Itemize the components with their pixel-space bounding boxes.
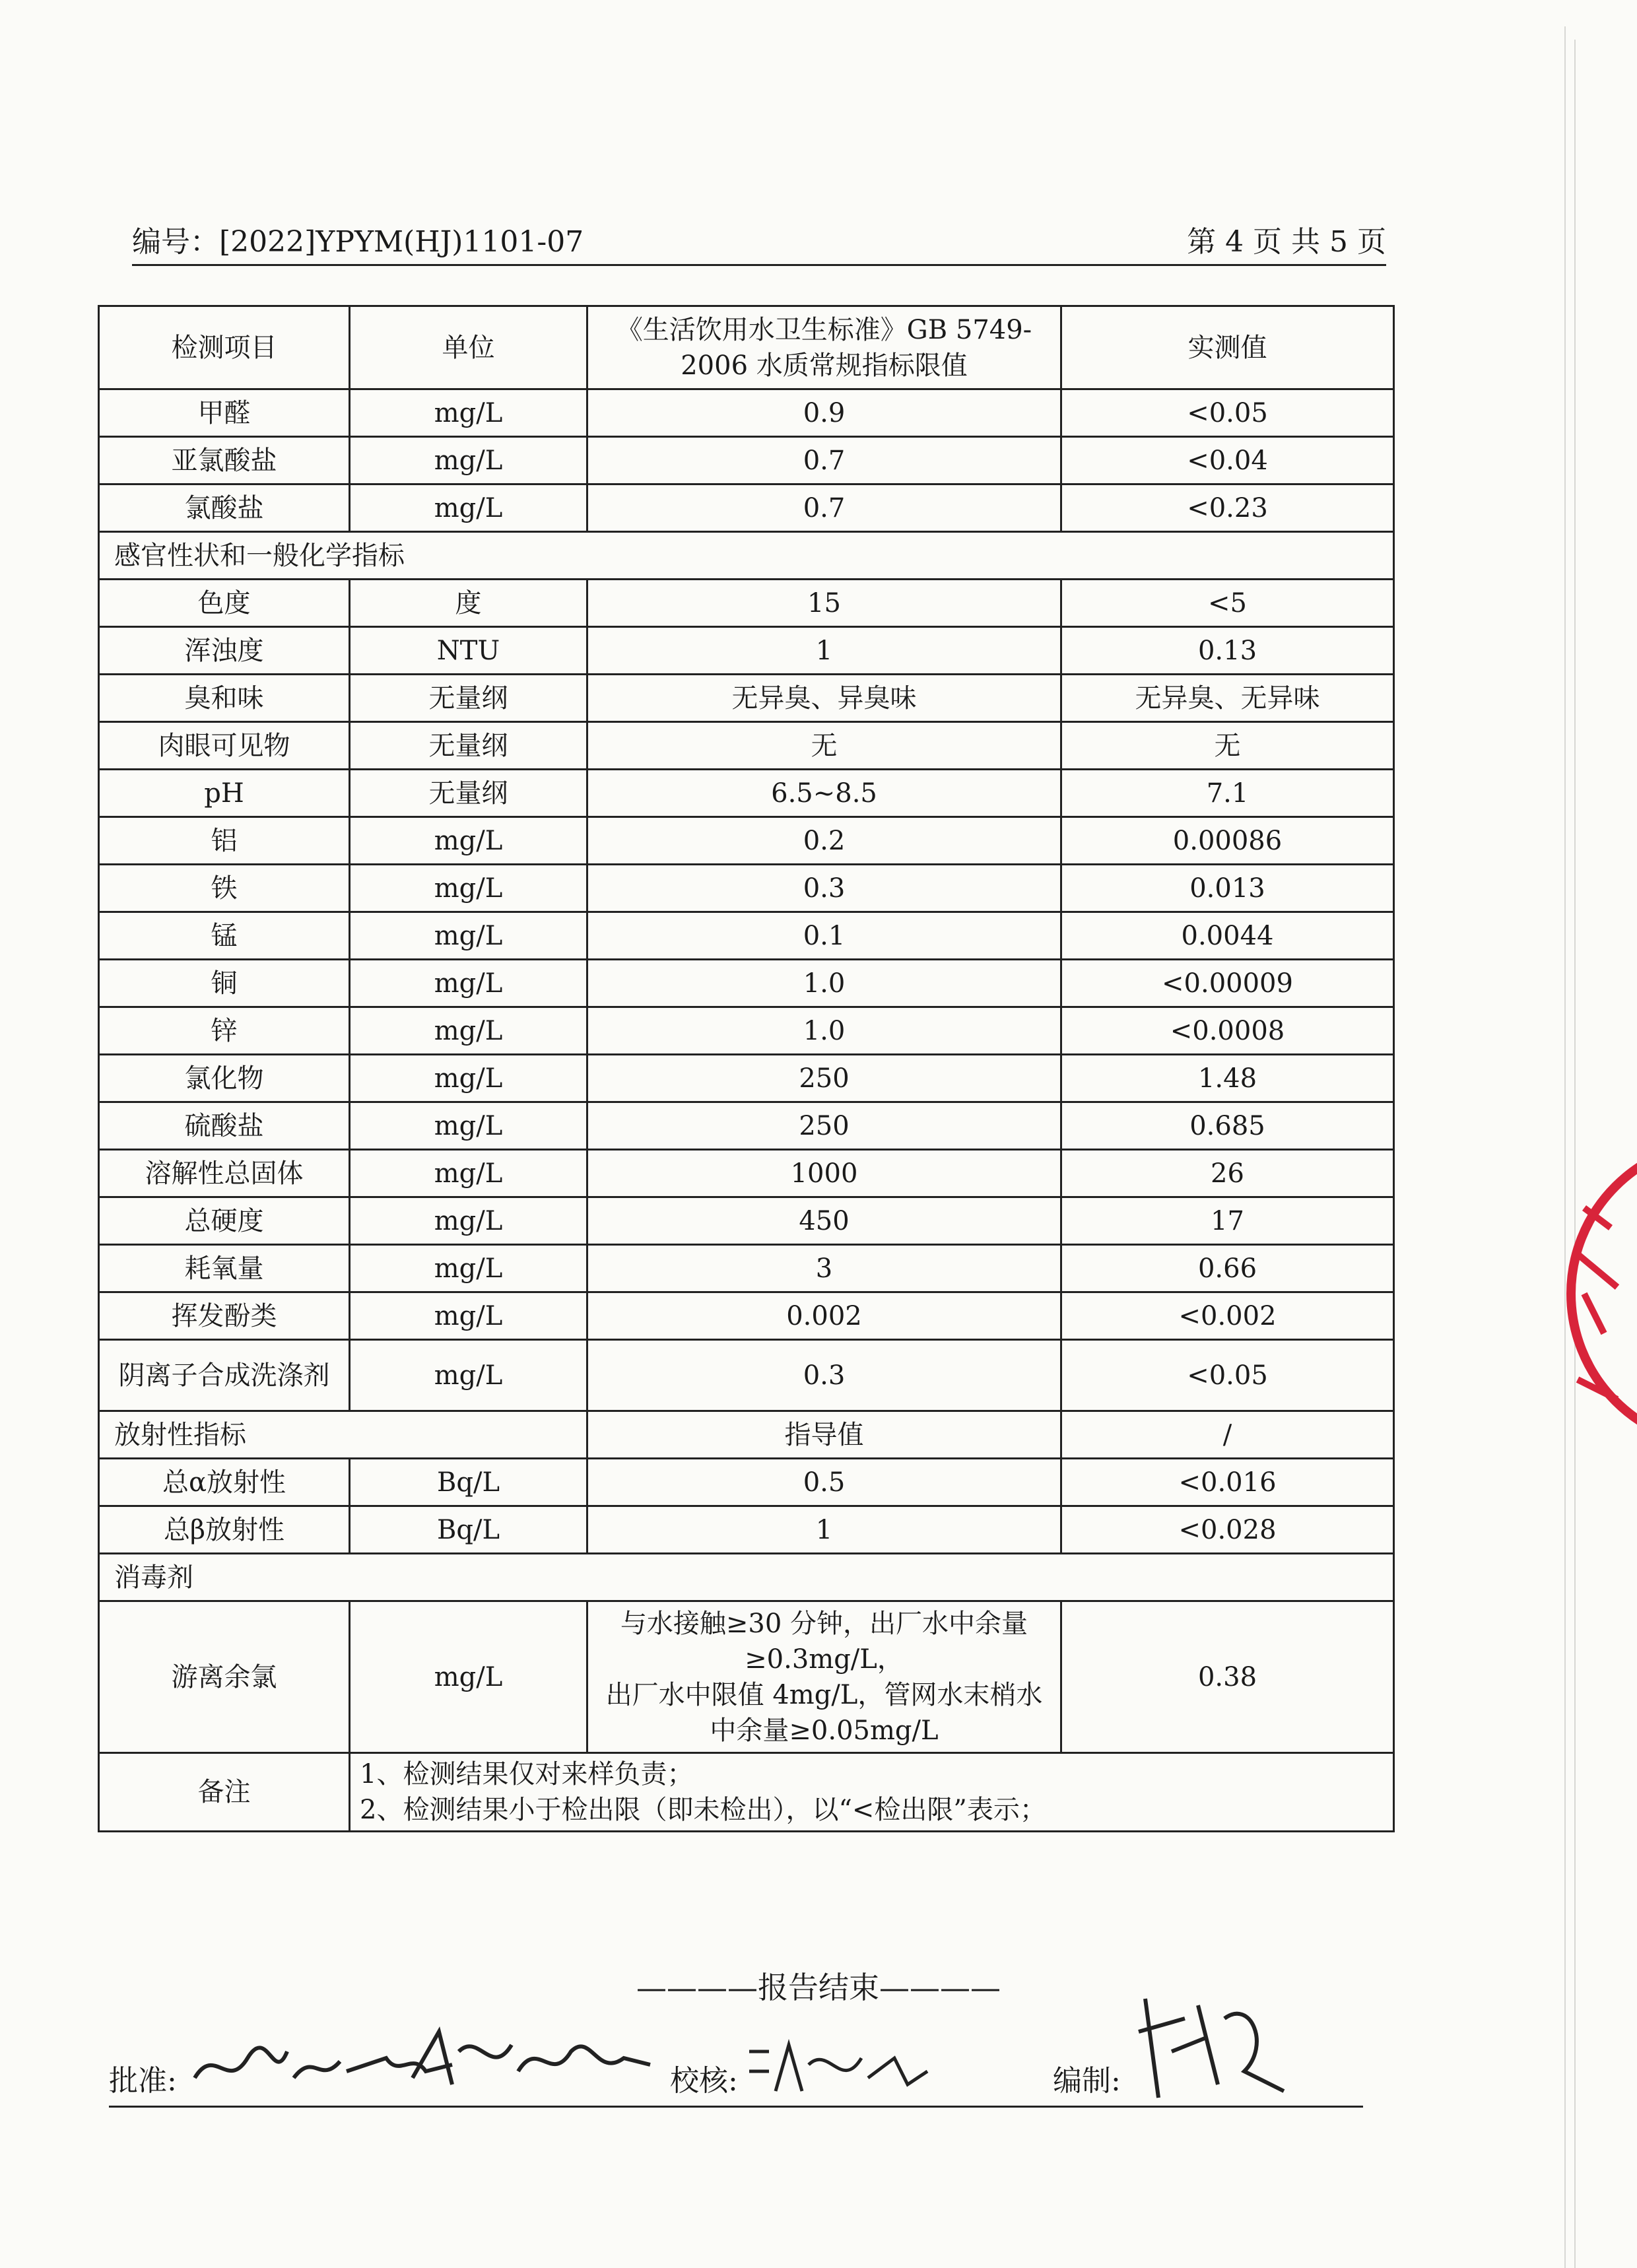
unit-cell: mg/L bbox=[350, 1197, 587, 1245]
table-row bbox=[99, 912, 1394, 960]
item-cell: 挥发酚类 bbox=[99, 1292, 350, 1340]
measured-cell: 26 bbox=[1061, 1150, 1394, 1197]
table-row bbox=[99, 1506, 1394, 1554]
table-row bbox=[99, 484, 1394, 532]
item-cell: 铜 bbox=[99, 960, 350, 1007]
table-row bbox=[99, 1055, 1394, 1102]
section-row bbox=[99, 532, 1394, 580]
unit-cell: Bq/L bbox=[350, 1506, 587, 1554]
unit-cell: mg/L bbox=[350, 912, 587, 960]
unit-cell: mg/L bbox=[350, 1150, 587, 1197]
measured-cell: 0.013 bbox=[1061, 865, 1394, 912]
measured-cell: 17 bbox=[1061, 1197, 1394, 1245]
unit-cell: mg/L bbox=[350, 1055, 587, 1102]
measured-cell: <0.016 bbox=[1061, 1459, 1394, 1506]
item-cell: 硫酸盐 bbox=[99, 1102, 350, 1150]
item-cell: 亚氯酸盐 bbox=[99, 437, 350, 484]
measured-cell: 0.685 bbox=[1061, 1102, 1394, 1150]
table-row bbox=[99, 1150, 1394, 1197]
preparer-signature bbox=[1125, 1992, 1297, 2104]
limit-cell: 0.002 bbox=[587, 1292, 1061, 1340]
unit-cell: mg/L bbox=[350, 1102, 587, 1150]
table-header-row bbox=[99, 306, 1394, 389]
measured-cell: <0.05 bbox=[1061, 1340, 1394, 1411]
limit-cell: 1 bbox=[587, 627, 1061, 675]
limit-cell: 1000 bbox=[587, 1150, 1061, 1197]
measured-cell: <0.0008 bbox=[1061, 1007, 1394, 1055]
table-row bbox=[99, 770, 1394, 817]
table-row bbox=[99, 675, 1394, 722]
radio-guide-cell: 指导值 bbox=[587, 1411, 1061, 1459]
table-row bbox=[99, 580, 1394, 627]
unit-cell: mg/L bbox=[350, 1601, 587, 1753]
approver2-signature bbox=[399, 2018, 677, 2104]
measured-cell: 0.13 bbox=[1061, 627, 1394, 675]
results-table bbox=[98, 305, 1395, 1832]
page-header bbox=[132, 218, 1386, 266]
measured-cell: 0.0044 bbox=[1061, 912, 1394, 960]
measured-cell: 无 bbox=[1061, 722, 1394, 770]
limit-cell: 0.7 bbox=[587, 484, 1061, 532]
unit-cell: mg/L bbox=[350, 1292, 587, 1340]
measured-cell: <0.002 bbox=[1061, 1292, 1394, 1340]
unit-cell: mg/L bbox=[350, 484, 587, 532]
signature-footer bbox=[109, 2033, 1363, 2108]
review-label: 校核: bbox=[670, 2064, 738, 2098]
section-row bbox=[99, 1554, 1394, 1601]
unit-cell: 度 bbox=[350, 580, 587, 627]
section-row bbox=[99, 1411, 1394, 1459]
document-number: 编号：[2022]YPYM(HJ)1101-07 bbox=[132, 225, 584, 259]
header-limit: 《生活饮用水卫生标准》GB 5749-2006 水质常规指标限值 bbox=[587, 306, 1061, 389]
table-row bbox=[99, 1292, 1394, 1340]
measured-cell: 0.66 bbox=[1061, 1245, 1394, 1292]
remark-line: 1、检测结果仅对来样负责； bbox=[360, 1759, 694, 1789]
limit-line: 与水接触≥30 分钟，出厂水中余量≥0.3mg/L， bbox=[620, 1608, 1028, 1675]
measured-cell: 1.48 bbox=[1061, 1055, 1394, 1102]
section-radioactivity: 放射性指标 bbox=[99, 1411, 587, 1459]
item-cell: 总硬度 bbox=[99, 1197, 350, 1245]
item-cell: pH bbox=[99, 770, 350, 817]
unit-cell: 无量纲 bbox=[350, 770, 587, 817]
measured-cell: <5 bbox=[1061, 580, 1394, 627]
table-row bbox=[99, 1197, 1394, 1245]
measured-cell: <0.028 bbox=[1061, 1506, 1394, 1554]
limit-cell: 15 bbox=[587, 580, 1061, 627]
radio-measured-cell: / bbox=[1061, 1411, 1394, 1459]
measured-cell: 无异臭、无异味 bbox=[1061, 675, 1394, 722]
header-item: 检测项目 bbox=[99, 306, 350, 389]
table-row bbox=[99, 1007, 1394, 1055]
limit-cell: 250 bbox=[587, 1055, 1061, 1102]
section-disinfectant: 消毒剂 bbox=[99, 1554, 1394, 1601]
measured-cell: 0.38 bbox=[1061, 1601, 1394, 1753]
unit-cell: 无量纲 bbox=[350, 675, 587, 722]
item-cell: 锌 bbox=[99, 1007, 350, 1055]
item-cell: 氯化物 bbox=[99, 1055, 350, 1102]
approve-label: 批准: bbox=[109, 2064, 177, 2098]
table-row bbox=[99, 389, 1394, 437]
limit-cell bbox=[587, 1601, 1061, 1753]
section-sensory: 感官性状和一般化学指标 bbox=[99, 532, 1394, 580]
item-cell: 阴离子合成洗涤剂 bbox=[99, 1340, 350, 1411]
measured-cell: <0.23 bbox=[1061, 484, 1394, 532]
limit-cell: 1.0 bbox=[587, 1007, 1061, 1055]
limit-cell: 6.5~8.5 bbox=[587, 770, 1061, 817]
table-row bbox=[99, 722, 1394, 770]
item-cell: 铁 bbox=[99, 865, 350, 912]
item-cell: 总β放射性 bbox=[99, 1506, 350, 1554]
item-cell: 总α放射性 bbox=[99, 1459, 350, 1506]
table-row bbox=[99, 960, 1394, 1007]
table-row bbox=[99, 627, 1394, 675]
report-end: ————报告结束———— bbox=[636, 1970, 1001, 2005]
table-row bbox=[99, 1459, 1394, 1506]
measured-cell: <0.04 bbox=[1061, 437, 1394, 484]
unit-cell: 无量纲 bbox=[350, 722, 587, 770]
limit-cell: 无 bbox=[587, 722, 1061, 770]
unit-cell: mg/L bbox=[350, 437, 587, 484]
limit-cell: 1 bbox=[587, 1506, 1061, 1554]
item-cell: 臭和味 bbox=[99, 675, 350, 722]
item-cell: 色度 bbox=[99, 580, 350, 627]
unit-cell: mg/L bbox=[350, 389, 587, 437]
remarks-label: 备注 bbox=[99, 1753, 350, 1832]
item-cell: 游离余氯 bbox=[99, 1601, 350, 1753]
limit-cell: 0.9 bbox=[587, 389, 1061, 437]
measured-cell: 0.00086 bbox=[1061, 817, 1394, 865]
limit-cell: 250 bbox=[587, 1102, 1061, 1150]
limit-cell: 0.7 bbox=[587, 437, 1061, 484]
item-cell: 氯酸盐 bbox=[99, 484, 350, 532]
table-row bbox=[99, 1340, 1394, 1411]
unit-cell: mg/L bbox=[350, 865, 587, 912]
unit-cell: mg/L bbox=[350, 1340, 587, 1411]
red-seal-stamp bbox=[1558, 1122, 1637, 1465]
remark-line: 2、检测结果小于检出限（即未检出），以“<检出限”表示； bbox=[360, 1795, 1046, 1825]
unit-cell: NTU bbox=[350, 627, 587, 675]
item-cell: 耗氧量 bbox=[99, 1245, 350, 1292]
table-row bbox=[99, 437, 1394, 484]
unit-cell: mg/L bbox=[350, 1245, 587, 1292]
unit-cell: mg/L bbox=[350, 1007, 587, 1055]
measured-cell: 7.1 bbox=[1061, 770, 1394, 817]
table-row bbox=[99, 1245, 1394, 1292]
item-cell: 铝 bbox=[99, 817, 350, 865]
prepare-label: 编制: bbox=[1053, 2064, 1121, 2098]
remarks-text bbox=[350, 1753, 1394, 1832]
limit-cell: 0.3 bbox=[587, 1340, 1061, 1411]
limit-cell: 无异臭、异臭味 bbox=[587, 675, 1061, 722]
limit-line: 出厂水中限值 4mg/L，管网水末梢水中余量≥0.05mg/L bbox=[605, 1679, 1043, 1746]
limit-cell: 0.3 bbox=[587, 865, 1061, 912]
table-row bbox=[99, 865, 1394, 912]
table-row bbox=[99, 817, 1394, 865]
unit-cell: mg/L bbox=[350, 960, 587, 1007]
reviewer-signature bbox=[743, 2032, 941, 2104]
item-cell: 溶解性总固体 bbox=[99, 1150, 350, 1197]
limit-cell: 3 bbox=[587, 1245, 1061, 1292]
remarks-row bbox=[99, 1753, 1394, 1832]
item-cell: 浑浊度 bbox=[99, 627, 350, 675]
limit-cell: 1.0 bbox=[587, 960, 1061, 1007]
header-unit: 单位 bbox=[350, 306, 587, 389]
limit-cell: 450 bbox=[587, 1197, 1061, 1245]
item-cell: 甲醛 bbox=[99, 389, 350, 437]
table-row bbox=[99, 1601, 1394, 1753]
limit-cell: 0.2 bbox=[587, 817, 1061, 865]
measured-cell: <0.00009 bbox=[1061, 960, 1394, 1007]
page-number: 第 4 页 共 5 页 bbox=[1187, 225, 1386, 259]
unit-cell: Bq/L bbox=[350, 1459, 587, 1506]
item-cell: 肉眼可见物 bbox=[99, 722, 350, 770]
unit-cell: mg/L bbox=[350, 817, 587, 865]
limit-cell: 0.1 bbox=[587, 912, 1061, 960]
header-measured: 实测值 bbox=[1061, 306, 1394, 389]
table-row bbox=[99, 1102, 1394, 1150]
measured-cell: <0.05 bbox=[1061, 389, 1394, 437]
item-cell: 锰 bbox=[99, 912, 350, 960]
limit-cell: 0.5 bbox=[587, 1459, 1061, 1506]
